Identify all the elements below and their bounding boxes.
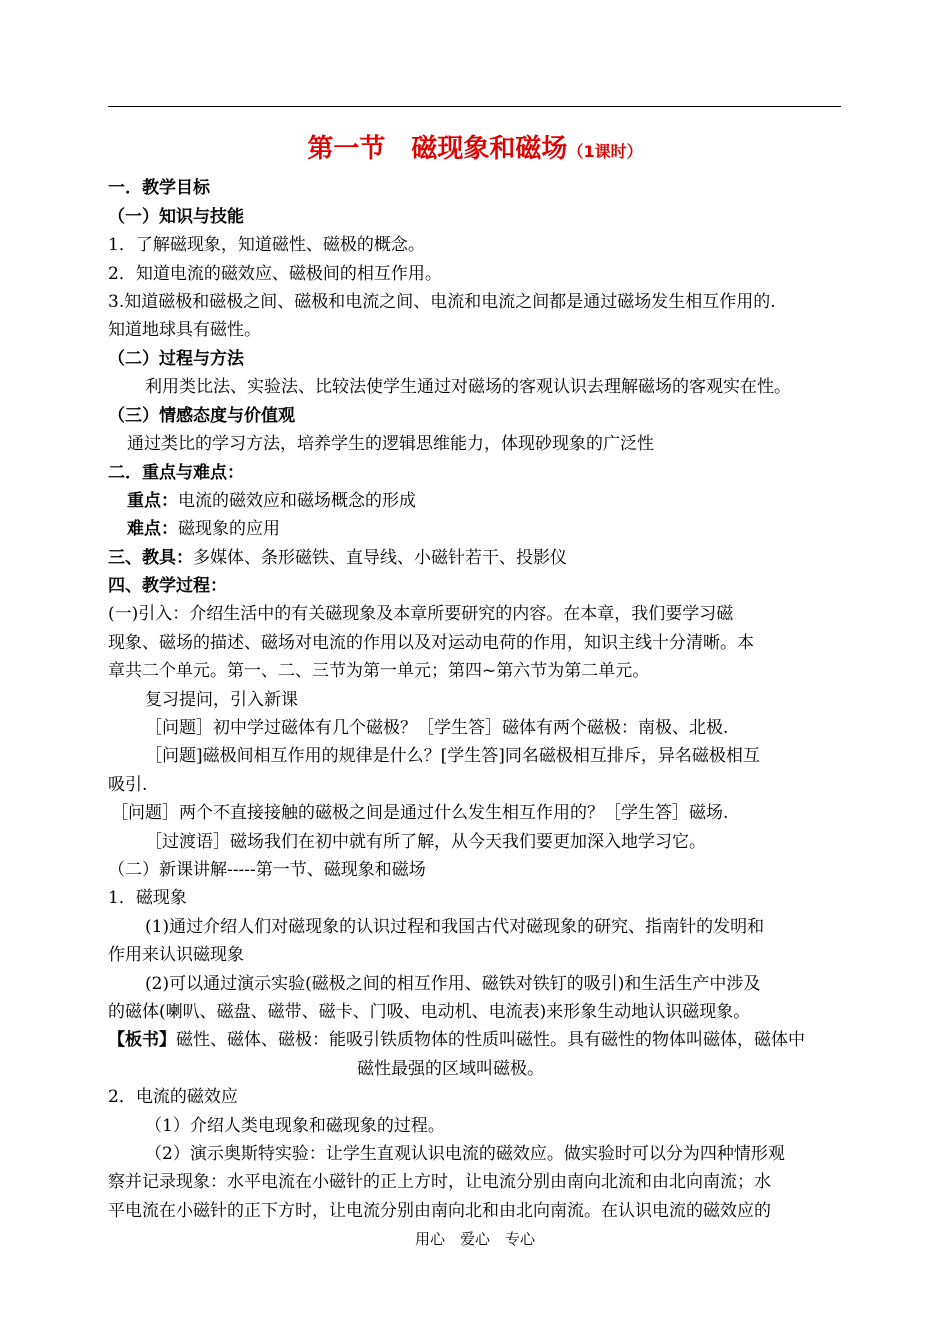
text-line: 3.知道磁极和磁极之间、磁极和电流之间、电流和电流之间都是通过磁场发生相互作用的. <box>108 292 776 312</box>
text-line: 磁性最强的区域叫磁极。 <box>357 1059 544 1079</box>
text-line: (1)通过介绍人们对磁现象的认识过程和我国古代对磁现象的研究、指南针的发明和 <box>145 917 765 937</box>
key-point-label: 重点： <box>127 491 178 511</box>
board-note-label: 【板书】 <box>108 1030 176 1050</box>
text-line: （2）演示奥斯特实验：让学生直观认识电流的磁效应。做实验时可以分为四种情形观 <box>145 1144 785 1164</box>
key-point-text: 电流的磁效应和磁场概念的形成 <box>178 491 416 511</box>
tools-label: 三、教具： <box>108 548 193 568</box>
text-line: 吸引. <box>108 775 148 795</box>
text-line: 平电流在小磁针的正下方时，让电流分别由南向北和由北向南流。在认识电流的磁效应的 <box>108 1201 771 1221</box>
text-line: (一)引入：介绍生活中的有关磁现象及本章所要研究的内容。在本章，我们要学习磁 <box>108 604 734 624</box>
section-heading: 一．教学目标 <box>108 178 210 198</box>
subsection-heading: （二）过程与方法 <box>108 349 244 369</box>
text-line: 复习提问，引入新课 <box>145 690 298 710</box>
subsection-heading: （三）情感态度与价值观 <box>108 406 295 426</box>
text-line: ［问题］初中学过磁体有几个磁极？［学生答］磁体有两个磁极：南极、北极. <box>145 718 729 738</box>
board-note-text: 磁性、磁体、磁极：能吸引铁质物体的性质叫磁性。具有磁性的物体叫磁体，磁体中 <box>176 1030 805 1050</box>
section-heading: 二．重点与难点： <box>108 463 244 483</box>
text-line: 的磁体(喇叭、磁盘、磁带、磁卡、门吸、电动机、电流表)来形象生动地认识磁现象。 <box>108 1002 751 1022</box>
tools-text: 多媒体、条形磁铁、直导线、小磁针若干、投影仪 <box>193 548 567 568</box>
difficulty-label: 难点： <box>127 519 178 539</box>
text-line: （二）新课讲解-----第一节、磁现象和磁场 <box>108 860 426 880</box>
text-line: 察并记录现象：水平电流在小磁针的正上方时，让电流分别由南向北流和由北向南流；水 <box>108 1172 771 1192</box>
text-line: ［问题］两个不直接接触的磁极之间是通过什么发生相互作用的？［学生答］磁场. <box>111 803 729 823</box>
tools-line <box>108 546 567 570</box>
text-line: 1．磁现象 <box>108 888 187 908</box>
subsection-heading: （一）知识与技能 <box>108 207 244 227</box>
text-line: 通过类比的学习方法，培养学生的逻辑思维能力，体现砂现象的广泛性 <box>127 434 654 454</box>
text-line: 2．电流的磁效应 <box>108 1087 238 1107</box>
header-rule <box>108 106 841 107</box>
page-title <box>0 128 950 165</box>
key-point-line <box>127 489 416 513</box>
text-line: 利用类比法、实验法、比较法使学生通过对磁场的客观认识去理解磁场的客观实在性。 <box>145 377 791 397</box>
difficulty-text: 磁现象的应用 <box>178 519 280 539</box>
title-sub: （1课时） <box>567 142 643 161</box>
text-line: 现象、磁场的描述、磁场对电流的作用以及对运动电荷的作用，知识主线十分清晰。本 <box>108 633 754 653</box>
page-footer: 用心 爱心 专心 <box>414 1230 535 1248</box>
board-note-line <box>108 1028 805 1052</box>
text-line: 章共二个单元。第一、二、三节为第一单元；第四~第六节为第二单元。 <box>108 661 650 681</box>
section-heading: 四、教学过程： <box>108 576 227 596</box>
text-line: ［过渡语］磁场我们在初中就有所了解，从今天我们要更加深入地学习它。 <box>145 832 706 852</box>
title-main: 第一节 磁现象和磁场 <box>307 134 568 164</box>
text-line: 知道地球具有磁性。 <box>108 320 261 340</box>
text-line: 作用来认识磁现象 <box>108 945 244 965</box>
text-line: 1．了解磁现象，知道磁性、磁极的概念。 <box>108 235 425 255</box>
text-line: ［问题]磁极间相互作用的规律是什么？[学生答]同名磁极相互排斥，异名磁极相互 <box>145 746 760 766</box>
text-line: （1）介绍人类电现象和磁现象的过程。 <box>145 1116 445 1136</box>
difficulty-line <box>127 517 280 541</box>
text-line: 2．知道电流的磁效应、磁极间的相互作用。 <box>108 264 442 284</box>
text-line: (2)可以通过演示实验(磁极之间的相互作用、磁铁对铁钉的吸引)和生活生产中涉及 <box>145 974 761 994</box>
